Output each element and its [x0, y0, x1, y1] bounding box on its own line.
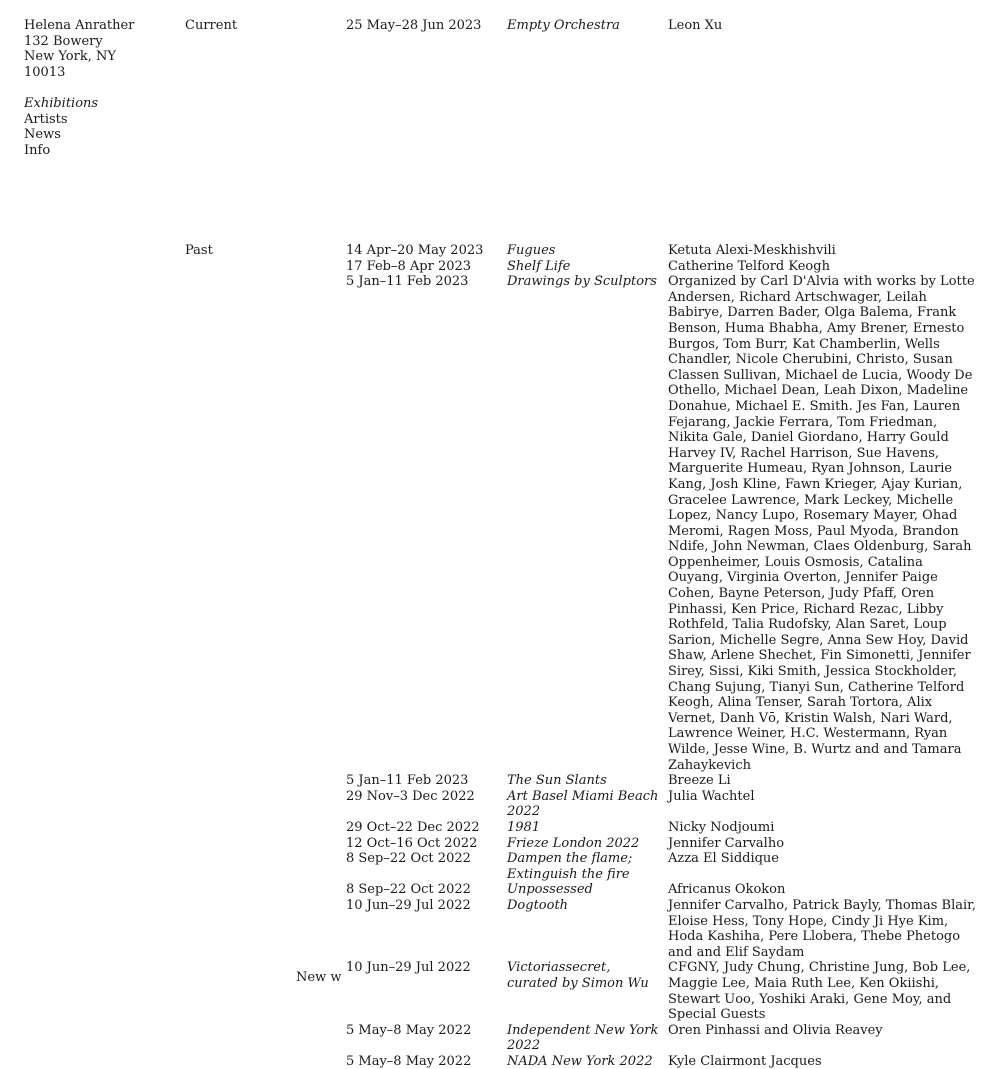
- main-nav: [24, 96, 174, 158]
- exhibition-row[interactable]: [346, 259, 986, 275]
- nav-item-news[interactable]: News: [24, 127, 61, 143]
- exhibition-row[interactable]: [346, 1023, 986, 1054]
- exhibition-artists: Africanus Okokon: [668, 882, 786, 898]
- exhibition-row[interactable]: [346, 773, 986, 789]
- exhibition-title-link[interactable]: Victoriassecret, curated by Simon Wu: [507, 960, 649, 991]
- exhibition-artists: Nicky Nodjoumi: [668, 819, 775, 835]
- exhibition-dates: 8 Sep–22 Oct 2022: [346, 851, 471, 867]
- address-line-2: New York, NY: [24, 49, 116, 65]
- exhibition-dates: 14 Apr–20 May 2023: [346, 243, 484, 258]
- exhibition-dates: 5 Jan–11 Feb 2023: [346, 274, 469, 290]
- current-exhibitions-list: [346, 18, 986, 34]
- exhibition-title-link[interactable]: Unpossessed: [507, 882, 593, 898]
- exhibition-row[interactable]: [346, 898, 986, 960]
- past-exhibitions-list: [346, 243, 986, 1069]
- exhibition-row[interactable]: [346, 882, 986, 898]
- exhibition-dates: 5 May–8 May 2022: [346, 1022, 472, 1038]
- exhibition-title-link[interactable]: Empty Orchestra: [507, 18, 620, 33]
- exhibition-dates: 5 May–8 May 2022: [346, 1053, 472, 1069]
- exhibition-title-link[interactable]: Independent New York 2022: [507, 1022, 659, 1054]
- floating-news-label[interactable]: New w: [296, 970, 342, 985]
- exhibition-row[interactable]: [346, 851, 986, 882]
- exhibition-dates: 12 Oct–16 Oct 2022: [346, 835, 478, 851]
- exhibition-dates: 17 Feb–8 Apr 2023: [346, 258, 472, 274]
- nav-item-info[interactable]: Info: [24, 142, 51, 158]
- exhibition-row[interactable]: [346, 820, 986, 836]
- address-line-1: 132 Bowery: [24, 33, 103, 49]
- gallery-name-link[interactable]: Helena Anrather: [24, 18, 135, 33]
- exhibition-title-link[interactable]: Dogtooth: [507, 897, 569, 913]
- exhibition-title-link[interactable]: Frieze London 2022: [507, 835, 640, 851]
- address-line-3: 10013: [24, 64, 66, 80]
- nav-item-exhibitions[interactable]: Exhibitions: [24, 95, 99, 111]
- exhibition-title-link[interactable]: Drawings by Sculptors: [507, 274, 657, 290]
- exhibition-row[interactable]: [346, 960, 986, 1022]
- exhibition-dates: 29 Oct–22 Dec 2022: [346, 819, 480, 835]
- exhibition-dates: 10 Jun–29 Jul 2022: [346, 960, 471, 976]
- exhibition-artists: Julia Wachtel: [668, 788, 755, 804]
- exhibition-dates: 8 Sep–22 Oct 2022: [346, 882, 471, 898]
- exhibition-artists: Jennifer Carvalho, Patrick Bayly, Thomas Blair, Eloise Hess, Tony Hope, Cindy Ji Hye Kim, Hoda Kashiha, Pere Llobera, Thebe Phetogo and and Elif Saydam: [668, 897, 977, 960]
- exhibition-row[interactable]: [346, 1054, 986, 1069]
- exhibition-artists: Breeze Li: [668, 773, 731, 789]
- exhibition-title-link[interactable]: Fugues: [507, 243, 556, 258]
- exhibition-row[interactable]: [346, 789, 986, 820]
- sidebar-spacer: [24, 80, 174, 96]
- exhibition-dates: 5 Jan–11 Feb 2023: [346, 773, 469, 789]
- exhibition-title-link[interactable]: NADA New York 2022: [507, 1053, 653, 1069]
- exhibition-row[interactable]: [346, 274, 986, 773]
- nav-item-artists[interactable]: Artists: [24, 111, 68, 127]
- exhibition-artists: Leon Xu: [668, 18, 723, 33]
- exhibition-artists: Jennifer Carvalho: [668, 835, 785, 851]
- exhibition-artists: Ketuta Alexi-Meskhishvili: [668, 243, 836, 258]
- exhibition-row[interactable]: [346, 243, 986, 259]
- exhibition-artists: Oren Pinhassi and Olivia Reavey: [668, 1022, 883, 1038]
- exhibition-title-link[interactable]: 1981: [507, 819, 541, 835]
- exhibition-artists: Catherine Telford Keogh: [668, 258, 830, 274]
- exhibition-title-link[interactable]: The Sun Slants: [507, 773, 607, 789]
- exhibition-artists: Azza El Siddique: [668, 851, 780, 867]
- exhibition-dates: 25 May–28 Jun 2023: [346, 18, 482, 33]
- current-section-label: Current: [185, 18, 238, 33]
- exhibition-dates: 29 Nov–3 Dec 2022: [346, 788, 475, 804]
- exhibition-artists: Organized by Carl D'Alvia with works by Lotte Andersen, Richard Artschwager, Leilah Babirye, Darren Bader, Olga Balema, Frank Benson, Huma Bhabha, Amy Brener, Ernesto Burgos, Tom Burr, Kat Chamberlin, Wells Chandler, Nicole Cherubini, Christo, Susan Classen Sullivan, Michael de Lucia, Woody De Othello, Michael Dean, Leah Dixon, Madeline Donahue, Michael E. Smith. Jes Fan, Lauren Fejarang, Jackie Ferrara, Tom Friedman, Nikita Gale, Daniel Giordano, Harry Gould Harvey IV, Rachel Harrison, Sue Havens, Marguerite Humeau, Ryan Johnson, Laurie Kang, Josh Kline, Fawn Krieger, Ajay Kurian, Gracelee Lawrence, Mark Leckey, Michelle Lopez, Nancy Lupo, Rosemary Mayer, Ohad Meromi, Ragen Moss, Paul Myoda, Brandon Ndife, John Newman, Claes Oldenburg, Sarah Oppenheimer, Louis Osmosis, Catalina Ouyang, Virginia Overton, Jennifer Paige Cohen, Bayne Peterson, Judy Pfaff, Oren Pinhassi, Ken Price, Richard Rezac, Libby Rothfeld, Talia Rudofsky, Alan Saret, Loup Sarion, Michelle Segre, Anna Sew Hoy, David Shaw, Arlene Shechet, Fin Simonetti, Jennifer Sirey, Sissi, Kiki Smith, Jessica Stockholder, Chang Sujung, Tianyi Sun, Catherine Telford Keogh, Alina Tenser, Sarah Tortora, Alix Vernet, Danh Vō, Kristin Walsh, Nari Ward, Lawrence Weiner, H.C. Westermann, Ryan Wilde, Jesse Wine, B. Wurtz and and Tamara Zahaykevich: [668, 274, 975, 773]
- exhibition-dates: 10 Jun–29 Jul 2022: [346, 897, 471, 913]
- sidebar: [24, 18, 174, 158]
- exhibition-title-link[interactable]: Shelf Life: [507, 258, 571, 274]
- exhibition-artists: Kyle Clairmont Jacques: [668, 1053, 822, 1069]
- exhibition-title-link[interactable]: Dampen the flame; Extinguish the fire: [507, 851, 633, 882]
- exhibition-row[interactable]: [346, 836, 986, 852]
- exhibition-row[interactable]: [346, 18, 986, 34]
- exhibition-title-link[interactable]: Art Basel Miami Beach 2022: [507, 788, 659, 820]
- past-section-label: Past: [185, 243, 213, 258]
- exhibition-artists: CFGNY, Judy Chung, Christine Jung, Bob Lee, Maggie Lee, Maia Ruth Lee, Ken Okiishi, Stewart Uoo, Yoshiki Araki, Gene Moy, and Special Guests: [668, 960, 971, 1023]
